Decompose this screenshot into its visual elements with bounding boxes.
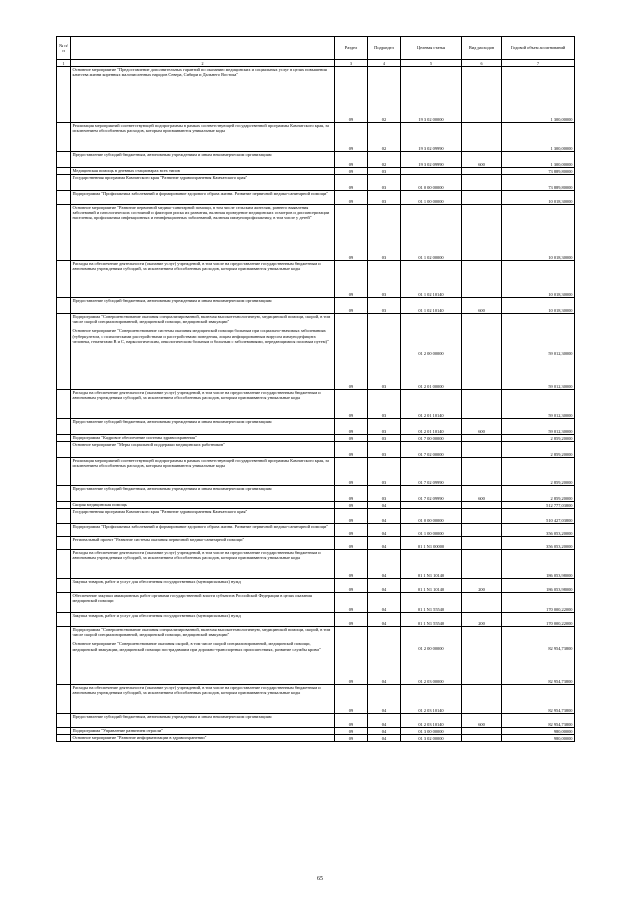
row-name-cell [71, 524, 335, 537]
row-name-text: Скорая медицинская помощь [72, 502, 127, 507]
row-name-text: Региональный проект "Развитие системы оказания первичной медико-санитарной помощи" [72, 537, 245, 542]
section-cell: 09 [335, 191, 368, 205]
row-number-cell [57, 735, 71, 742]
section-cell: 09 [335, 502, 368, 509]
table-row [57, 205, 575, 261]
subsection-cell: 02 [368, 67, 401, 123]
subsection-cell: 03 [368, 298, 401, 314]
section-cell: 09 [335, 579, 368, 593]
section-cell: 09 [335, 685, 368, 714]
table-row [57, 728, 575, 735]
row-name-cell [71, 486, 335, 502]
amount-cell: 73 889,80000 [502, 168, 575, 175]
row-name-cell [71, 298, 335, 314]
row-name-text: Подпрограмма "Кадровое обеспечение системы здравоохранения" [72, 435, 197, 440]
table-row [57, 502, 575, 509]
row-name-text: Расходы на обеспечение деятельности (оказание услуг) учреждений, в том числе на предоставление государственным бюджетным и автономным учреждениям субсидий, за исключением обособленных расходов, которым присваиваются уникальные коды [72, 390, 321, 401]
subsection-cell: 03 [368, 261, 401, 298]
amount-cell: 980,00000 [502, 735, 575, 742]
amount-cell: 82 954,73800 [502, 714, 575, 728]
row-name-cell [71, 537, 335, 550]
expense-kind-cell: 600 [462, 419, 502, 435]
target-article-cell: 01 1 N1 10140 [401, 550, 462, 579]
section-cell: 09 [335, 458, 368, 486]
amount-cell: 73 889,80000 [502, 175, 575, 191]
row-name-cell [71, 714, 335, 728]
row-number-cell [57, 509, 71, 524]
header-target-article: Целевая статья [401, 37, 462, 60]
row-number-cell [57, 502, 71, 509]
row-name-cell [71, 579, 335, 593]
table-row [57, 613, 575, 627]
expense-kind-cell [462, 728, 502, 735]
target-article-cell: 01 1 02 00000 [401, 205, 462, 261]
expense-kind-cell [462, 168, 502, 175]
amount-cell: 10 018,30000 [502, 298, 575, 314]
subsection-cell: 03 [368, 458, 401, 486]
section-cell: 09 [335, 390, 368, 419]
expense-kind-cell [462, 524, 502, 537]
amount-cell: 2 859,20000 [502, 486, 575, 502]
row-number-cell [57, 442, 71, 458]
subsection-cell: 02 [368, 152, 401, 168]
section-cell: 09 [335, 442, 368, 458]
amount-cell: 356 053,20000 [502, 524, 575, 537]
row-number-cell [57, 191, 71, 205]
column-index: 6 [462, 60, 502, 67]
subsection-cell: 03 [368, 191, 401, 205]
target-article-cell: 01 1 N1 00000 [401, 537, 462, 550]
column-index-row [57, 60, 575, 67]
table-row [57, 261, 575, 298]
table-row [57, 524, 575, 537]
section-cell: 09 [335, 67, 368, 123]
section-cell: 09 [335, 205, 368, 261]
target-article-cell: 01 2 03 10140 [401, 685, 462, 714]
expense-kind-cell: 600 [462, 152, 502, 168]
amount-cell: 2 859,20000 [502, 442, 575, 458]
row-name-text: Расходы на обеспечение деятельности (оказание услуг) учреждений, в том числе на предоставление государственным бюджетным и автономным учреждениям субсидий, за исключением обособленных расходов, которым присваиваются уникальные коды [72, 261, 321, 272]
table-row [57, 550, 575, 579]
row-name-cell [71, 550, 335, 579]
expense-kind-cell [462, 685, 502, 714]
amount-cell: 356 053,20000 [502, 537, 575, 550]
amount-cell: 10 018,30000 [502, 191, 575, 205]
row-name-text: Подпрограмма "Профилактика заболеваний и формирование здорового образа жизни. Развитие первичной медико-санитарной помощи" [72, 191, 329, 196]
column-index: 2 [71, 60, 335, 67]
row-name-text: Основное мероприятие "Совершенствование оказания скорой, в том числе скорой специализированной, медицинской помощи, медицинской эвакуации, медицинской помощи пострадавшим при дорожно-транспортных происшествиях, развитие службы крови" [72, 641, 321, 652]
row-number-cell [57, 168, 71, 175]
target-article-cell: 01 1 00 00000 [401, 191, 462, 205]
table-row [57, 314, 575, 390]
page-number: 65 [317, 876, 323, 882]
subsection-cell: 03 [368, 205, 401, 261]
expense-kind-cell [462, 390, 502, 419]
expense-kind-cell [462, 435, 502, 442]
row-name-cell [71, 261, 335, 298]
row-name-text: Подпрограмма "Профилактика заболеваний и формирование здорового образа жизни. Развитие первичной медико-санитарной помощи" [72, 524, 329, 529]
subsection-cell: 04 [368, 627, 401, 685]
target-article-cell: 01 3 00 00000 [401, 728, 462, 735]
section-cell: 09 [335, 613, 368, 627]
row-name-cell [71, 627, 335, 685]
section-cell: 09 [335, 486, 368, 502]
row-name-text: Предоставление субсидий бюджетным, автономным учреждениям и иным некоммерческим организациям [72, 298, 272, 303]
table-header [57, 37, 575, 67]
row-name-cell [71, 123, 335, 152]
subsection-cell: 04 [368, 524, 401, 537]
section-cell: 09 [335, 314, 368, 390]
row-number-cell [57, 685, 71, 714]
column-index: 4 [368, 60, 401, 67]
table-row [57, 123, 575, 152]
expense-kind-cell [462, 627, 502, 685]
table-row [57, 168, 575, 175]
table-row [57, 714, 575, 728]
section-cell: 09 [335, 509, 368, 524]
subsection-cell: 03 [368, 486, 401, 502]
row-name-cell [71, 67, 335, 123]
row-name-cell [71, 314, 335, 390]
row-number-cell [57, 314, 71, 390]
row-name-text: Основное мероприятие "Меры социальной поддержки медицинских работников" [72, 442, 225, 447]
row-number-cell [57, 175, 71, 191]
subsection-cell: 04 [368, 735, 401, 742]
target-article-cell: 01 7 02 00000 [401, 442, 462, 458]
table-row [57, 175, 575, 191]
target-article-cell: 01 1 N1 55540 [401, 593, 462, 613]
row-number-cell [57, 579, 71, 593]
expense-kind-cell [462, 442, 502, 458]
expense-kind-cell [462, 123, 502, 152]
amount-cell: 186 053,98000 [502, 550, 575, 579]
expense-kind-cell [462, 314, 502, 390]
row-number-cell [57, 123, 71, 152]
subsection-cell: 04 [368, 714, 401, 728]
expense-kind-cell [462, 502, 502, 509]
row-number-cell [57, 486, 71, 502]
subsection-cell: 04 [368, 537, 401, 550]
target-article-cell: 01 7 02 09990 [401, 486, 462, 502]
expense-kind-cell: 200 [462, 579, 502, 593]
target-article-cell: 01 7 02 09990 [401, 458, 462, 486]
target-article-cell: 01 2 00 00000 01 2 01 00000 [401, 314, 462, 390]
target-article-cell: 01 0 00 00000 [401, 509, 462, 524]
table-row [57, 191, 575, 205]
target-article-cell: 01 1 N1 55540 [401, 613, 462, 627]
target-article-cell: 01 1 02 10140 [401, 261, 462, 298]
row-number-cell [57, 419, 71, 435]
table-row [57, 419, 575, 435]
row-name-text: Основное мероприятие "Развитие первичной медико-санитарной помощи, в том числе сельским жителям, раннего выявления заболеваний и патологических состояний и факторов риска их развития, включая проведение медицинских осмотров и диспансеризации населения, профилактика инфекционных и неинфекционных заболеваний, включая иммунопрофилактику, в том числе у детей" [72, 205, 330, 221]
row-number-cell [57, 298, 71, 314]
table-row [57, 685, 575, 714]
table-row [57, 537, 575, 550]
section-cell: 09 [335, 593, 368, 613]
row-name-text: Расходы на обеспечение деятельности (оказание услуг) учреждений, в том числе на предоставление государственным бюджетным и автономным учреждениям субсидий, за исключением обособленных расходов, которым присваиваются уникальные коды [72, 685, 321, 696]
table-row [57, 627, 575, 685]
table-row [57, 509, 575, 524]
row-name-text: Подпрограмма "Совершенствование оказания специализированной, включая высокотехнологичную, медицинской помощи, скорой, в том числе скорой специализированной, медицинской помощи, медицинской эвакуации" [72, 627, 331, 638]
subsection-cell: 04 [368, 728, 401, 735]
row-name-text: Государственная программа Камчатского края "Развитие здравоохранения Камчатского края" [72, 509, 248, 514]
amount-cell: 2 859,20000 [502, 435, 575, 442]
amount-cell: 59 012,30000 59 012,30000 [502, 314, 575, 390]
section-cell: 09 [335, 435, 368, 442]
row-name-cell [71, 502, 335, 509]
subsection-cell: 04 [368, 579, 401, 593]
row-number-cell [57, 67, 71, 123]
subsection-cell: 03 [368, 390, 401, 419]
target-article-cell: 01 2 01 10140 [401, 419, 462, 435]
subsection-cell: 04 [368, 502, 401, 509]
header-section: Раздел [335, 37, 368, 60]
column-index: 7 [502, 60, 575, 67]
target-article-cell [401, 502, 462, 509]
subsection-cell: 03 [368, 175, 401, 191]
subsection-cell: 02 [368, 123, 401, 152]
amount-cell: 186 053,98000 [502, 579, 575, 593]
amount-cell: 10 018,30000 [502, 261, 575, 298]
section-cell: 09 [335, 735, 368, 742]
target-article-cell [401, 168, 462, 175]
table-row [57, 390, 575, 419]
target-article-cell: 19 3 02 09990 [401, 152, 462, 168]
row-number-cell [57, 152, 71, 168]
row-number-cell [57, 435, 71, 442]
row-name-cell [71, 685, 335, 714]
row-number-cell [57, 537, 71, 550]
budget-table [56, 36, 575, 742]
section-cell: 09 [335, 550, 368, 579]
subsection-cell: 03 [368, 442, 401, 458]
row-name-text: Подпрограмма "Управление развитием отрасли" [72, 728, 164, 733]
row-number-cell [57, 550, 71, 579]
row-name-text: Основное мероприятие "Развитие информатизации в здравоохранении" [72, 735, 207, 740]
target-article-cell: 01 2 03 10140 [401, 714, 462, 728]
amount-cell: 10 018,30000 [502, 205, 575, 261]
expense-kind-cell [462, 261, 502, 298]
row-name-text: Медицинская помощь в дневных стационарах всех типов [72, 168, 180, 173]
row-name-text: Расходы на обеспечение деятельности (оказание услуг) учреждений, в том числе на предоставление государственным бюджетным и автономным учреждениям субсидий, за исключением обособленных расходов, которым присваиваются уникальные коды [72, 550, 321, 561]
subsection-cell: 03 [368, 419, 401, 435]
row-number-cell [57, 613, 71, 627]
amount-cell: 512 777,03800 [502, 502, 575, 509]
header-annual-amount: Годовой объем ассигнований [502, 37, 575, 60]
subsection-cell: 03 [368, 314, 401, 390]
amount-cell: 980,00000 [502, 728, 575, 735]
row-name-cell [71, 728, 335, 735]
row-name-cell [71, 419, 335, 435]
row-name-text: Подпрограмма "Совершенствование оказания специализированной, включая высокотехнологичную, медицинской помощи, скорой, в том числе скорой специализированной, медицинской помощи, медицинской эвакуации" [72, 314, 331, 325]
row-name-cell [71, 168, 335, 175]
row-name-cell [71, 191, 335, 205]
amount-cell: 170 000,22000 [502, 593, 575, 613]
row-name-cell [71, 613, 335, 627]
expense-kind-cell: 600 [462, 714, 502, 728]
amount-cell: 82 954,73800 [502, 685, 575, 714]
amount-cell: 1 300,00000 [502, 67, 575, 123]
table-row [57, 579, 575, 593]
column-index: 1 [57, 60, 71, 67]
amount-cell: 510 427,03800 [502, 509, 575, 524]
expense-kind-cell [462, 67, 502, 123]
row-name-cell [71, 735, 335, 742]
column-index: 5 [401, 60, 462, 67]
expense-kind-cell: 200 [462, 613, 502, 627]
target-article-cell: 19 3 02 00000 [401, 67, 462, 123]
section-cell: 09 [335, 419, 368, 435]
row-name-text: Обеспечение закупки авиационных работ органами государственной власти субъектов Российской Федерации в целях оказания медицинской помощи [72, 593, 312, 604]
column-index: 3 [335, 60, 368, 67]
row-name-text: Реализация мероприятий соответствующей подпрограммы в рамках соответствующей государственной программы Камчатского края, за исключением обособленных расходов, которым присваиваются уникальные коды [72, 458, 329, 469]
row-name-text: Предоставление субсидий бюджетным, автономным учреждениям и иным некоммерческим организациям [72, 419, 272, 424]
target-article-cell: 01 3 02 00000 [401, 735, 462, 742]
section-cell: 09 [335, 728, 368, 735]
section-cell: 09 [335, 524, 368, 537]
row-number-cell [57, 593, 71, 613]
expense-kind-cell [462, 550, 502, 579]
row-name-text: Предоставление субсидий бюджетным, автономным учреждениям и иным некоммерческим организациям [72, 714, 272, 719]
row-name-cell [71, 175, 335, 191]
row-name-cell [71, 152, 335, 168]
expense-kind-cell: 600 [462, 298, 502, 314]
target-article-cell: 01 7 00 00000 [401, 435, 462, 442]
expense-kind-cell: 600 [462, 486, 502, 502]
target-article-cell: 01 1 N1 10140 [401, 579, 462, 593]
subsection-cell: 04 [368, 509, 401, 524]
target-article-cell: 19 3 02 09990 [401, 123, 462, 152]
header-expense-kind: Вид расходов [462, 37, 502, 60]
section-cell: 09 [335, 123, 368, 152]
row-number-cell [57, 458, 71, 486]
subsection-cell: 04 [368, 593, 401, 613]
target-article-cell: 01 2 01 10140 [401, 390, 462, 419]
subsection-cell: 04 [368, 685, 401, 714]
row-number-cell [57, 261, 71, 298]
amount-cell: 1 300,00000 [502, 123, 575, 152]
section-cell: 09 [335, 175, 368, 191]
table-row [57, 67, 575, 123]
row-name-text: Предоставление субсидий бюджетным, автономным учреждениям и иным некоммерческим организациям [72, 152, 272, 157]
section-cell: 09 [335, 537, 368, 550]
section-cell: 09 [335, 261, 368, 298]
table-row [57, 152, 575, 168]
section-cell: 09 [335, 714, 368, 728]
expense-kind-cell [462, 735, 502, 742]
row-name-cell [71, 593, 335, 613]
target-article-cell: 01 1 02 10140 [401, 298, 462, 314]
header-number: № п/п [57, 37, 71, 60]
amount-cell: 2 859,20000 [502, 458, 575, 486]
expense-kind-cell [462, 205, 502, 261]
row-name-text: Основное мероприятие "Предоставление дополнительных гарантий по оказанию медицинских и социальных услуг в целях повышения качества жизни коренных малочисленных народов Севера, Сибири и Дальнего Востока" [72, 67, 327, 78]
subsection-cell: 04 [368, 613, 401, 627]
row-name-cell [71, 390, 335, 419]
table-row [57, 458, 575, 486]
amount-cell: 82 954,73800 82 954,73800 [502, 627, 575, 685]
amount-cell: 59 012,30000 [502, 390, 575, 419]
row-name-text: Государственная программа Камчатского края "Развитие здравоохранения Камчатского края" [72, 175, 248, 180]
row-number-cell [57, 205, 71, 261]
section-cell: 09 [335, 152, 368, 168]
row-name-cell [71, 442, 335, 458]
expense-kind-cell [462, 537, 502, 550]
expense-kind-cell [462, 191, 502, 205]
table-body [57, 67, 575, 742]
section-cell: 09 [335, 298, 368, 314]
row-number-cell [57, 728, 71, 735]
table-row [57, 593, 575, 613]
table-row [57, 735, 575, 742]
target-article-cell: 01 0 00 00000 [401, 175, 462, 191]
target-article-cell: 01 2 00 00000 01 2 03 00000 [401, 627, 462, 685]
subsection-cell: 04 [368, 550, 401, 579]
row-name-cell [71, 205, 335, 261]
table-row [57, 435, 575, 442]
row-name-text: Основное мероприятие "Совершенствование системы оказания медицинской помощи больным при социально-значимых заболеваниях (туберкулезом, с психическими расстройствами и расстройствами поведения, лицам инфицированным вирусом иммунодефицита человека, гепатитами B и C, наркологическим, онкологическим больным и больным с заболеваниями, передающимися половым путем)" [72, 328, 329, 344]
target-article-cell: 01 1 00 00000 [401, 524, 462, 537]
table-row [57, 442, 575, 458]
row-number-cell [57, 390, 71, 419]
row-name-text: Предоставление субсидий бюджетным, автономным учреждениям и иным некоммерческим организациям [72, 486, 272, 491]
row-number-cell [57, 524, 71, 537]
expense-kind-cell [462, 593, 502, 613]
row-name-text: Реализация мероприятий соответствующей подпрограммы в рамках соответствующей государственной программы Камчатского края, за исключением обособленных расходов, которым присваиваются уникальные коды [72, 123, 329, 134]
table-row [57, 486, 575, 502]
section-cell: 09 [335, 627, 368, 685]
amount-cell: 59 012,30000 [502, 419, 575, 435]
row-number-cell [57, 627, 71, 685]
amount-cell: 170 000,22000 [502, 613, 575, 627]
subsection-cell: 03 [368, 168, 401, 175]
row-name-cell [71, 435, 335, 442]
header-name [71, 37, 335, 60]
row-name-text: Закупка товаров, работ и услуг для обеспечения государственных (муниципальных) нужд [72, 613, 241, 618]
row-name-cell [71, 509, 335, 524]
section-cell: 09 [335, 168, 368, 175]
expense-kind-cell [462, 509, 502, 524]
row-name-cell [71, 458, 335, 486]
header-subsection: Подраздел [368, 37, 401, 60]
row-name-text: Закупка товаров, работ и услуг для обеспечения государственных (муниципальных) нужд [72, 579, 241, 584]
expense-kind-cell [462, 175, 502, 191]
document-page [56, 36, 574, 742]
subsection-cell: 03 [368, 435, 401, 442]
expense-kind-cell [462, 458, 502, 486]
row-number-cell [57, 714, 71, 728]
table-row [57, 298, 575, 314]
amount-cell: 1 300,00000 [502, 152, 575, 168]
